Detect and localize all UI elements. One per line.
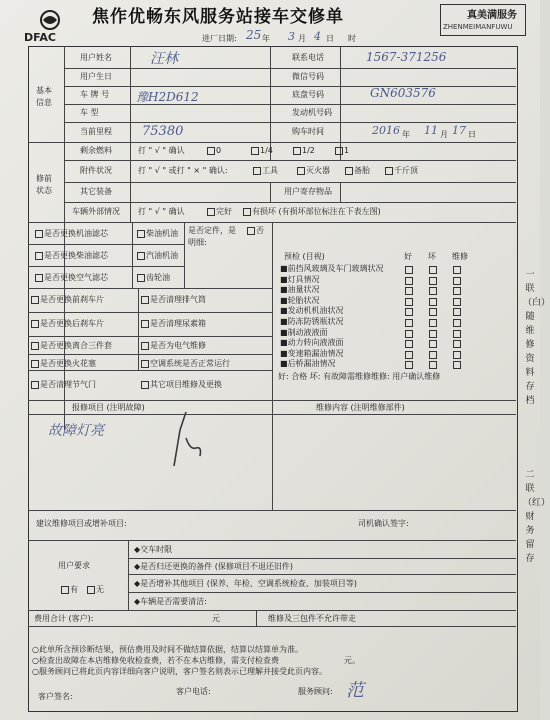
fault-label: 报修项目 (注明故障) [72,403,145,412]
checkbox-icon [207,147,215,155]
check-air-filter[interactable]: 是否更换空气滤芯 [34,273,108,283]
square-bullet-icon: ■ [280,295,288,305]
grid-line [28,312,272,313]
requirement-return-parts: ◆是否归还更换的备件 (保修项目不退还旧件) [134,562,293,571]
checkbox-icon [31,342,39,350]
precheck-good-checkbox[interactable] [405,319,413,327]
precheck-item: ■发动机机油状况 [280,306,344,316]
precheck-col-good: 好 [404,252,412,261]
grid-line [128,574,516,575]
check-electrical[interactable]: 是否为电气维修 [140,341,206,351]
grid-line [64,104,516,105]
cost-label: 费用合计 (客户): [34,614,94,623]
precheck-bad-checkbox[interactable] [429,277,437,285]
purchase-year: 2016 [372,124,400,137]
scheduled-no[interactable]: 否 [246,226,264,236]
grid-line [340,182,341,202]
grid-line [28,510,516,511]
phone-value: 1567-371256 [366,50,447,64]
notice-1: ○此单所含预诊断结果，预估费用及时间不做结算依据，结算以结算单为准。 [32,645,303,654]
precheck-repair-checkbox[interactable] [453,287,461,295]
check-throttle[interactable]: 是否清理节气门 [30,380,96,390]
checkbox-icon [297,167,305,175]
precheck-repair-checkbox[interactable] [453,277,461,285]
precheck-item: ■前挡风玻璃及车门玻璃状况 [280,264,384,273]
engine-label: 发动机号码 [292,108,332,117]
precheck-good-checkbox[interactable] [405,266,413,274]
grid-line [28,244,184,245]
checkbox-icon [141,342,149,350]
grid-line [28,288,272,289]
customer-name-label: 用户姓名 [80,53,112,62]
suggest-label: 建议维修项目或增补项目: [36,519,127,528]
fuel-option-1[interactable]: 1/4 [250,146,273,156]
grid-line [28,370,272,371]
checkbox-icon [87,586,95,594]
check-spark-plug[interactable]: 是否更换火花塞 [30,359,96,369]
date-day-unit: 日 [326,34,334,43]
logo-lettering: DFAC [24,31,56,44]
precheck-title: 预检 (目视) [284,252,325,261]
grid-line [28,626,516,627]
checkbox-icon [293,147,301,155]
precheck-good-checkbox[interactable] [405,361,413,369]
checkbox-icon [207,208,215,216]
precheck-item: ■动力转向液液面 [280,338,344,348]
advisor-value: 范 [346,680,364,701]
square-bullet-icon: ■ [280,264,288,273]
check-front-brake[interactable]: 是否更换前刹车片 [30,295,104,305]
precheck-col-repair: 维修 [452,252,468,261]
check-urea-tank[interactable]: 是否清理尿素箱 [140,319,206,329]
grid-line [28,610,516,611]
check-gasoline-oil[interactable]: 汽油机油 [136,251,178,261]
purchase-day-unit: 日 [468,130,476,139]
requirements-yes[interactable]: 有 [60,585,78,595]
grid-line [132,222,133,288]
brand-cn: 真美满服务 [467,10,517,21]
plate-value: 豫H2D612 [136,90,199,104]
grid-line [272,400,273,510]
fuel-option-3[interactable]: 1 [334,146,349,156]
precheck-repair-checkbox[interactable] [453,266,461,274]
precheck-bad-checkbox[interactable] [429,330,437,338]
precheck-repair-checkbox[interactable] [453,351,461,359]
precheck-item: ■灯具情况 [280,274,320,284]
checkbox-icon [31,320,39,328]
customer-name-value: 汪林 [150,51,178,67]
grid-line [128,540,129,610]
fault-value: 故障灯亮 [48,423,104,439]
grid-line [64,68,516,69]
precheck-item: ■防冻防锈瓶状况 [280,317,344,326]
grid-line [128,558,516,559]
purchase-day: 17 [452,124,466,137]
checkbox-icon [141,360,149,368]
diamond-icon: ◆ [134,597,141,606]
grid-line [28,354,272,355]
circle-icon: ○ [32,667,39,676]
form-title: 焦作优畅东风服务站接车交修单 [92,7,344,27]
notice-2-unit: 元。 [344,656,360,665]
wechat-label: 微信号码 [292,72,324,81]
other-equipment-label: 其它装备 [80,187,112,196]
square-bullet-icon: ■ [280,306,288,316]
model-label: 车 型 [80,108,99,117]
basic-section-label-1: 基本 [36,86,52,95]
date-prefix: 进厂日期: [202,34,237,43]
check-diesel-oil[interactable]: 柴油机油 [136,229,178,239]
check-clutch-kit[interactable]: 是否更换离合三件套 [30,341,112,351]
precheck-bad-checkbox[interactable] [429,298,437,306]
purchase-year-unit: 年 [402,130,410,139]
check-gear-oil[interactable]: 齿轮油 [136,273,170,283]
checkbox-icon [137,252,145,260]
checkbox-icon [31,381,39,389]
accessory-spare-tire[interactable]: 备胎 [344,166,370,176]
fuel-option-0[interactable]: 0 [206,146,221,156]
grid-line [64,202,516,203]
fuel-option-2[interactable]: 1/2 [292,146,315,156]
grid-line [64,182,516,183]
exterior-label: 车辆外部情况 [72,207,120,216]
dfac-logo [20,10,80,44]
checkbox-icon [335,147,343,155]
customer-sign-label: 客户签名: [38,692,73,701]
diamond-icon: ◆ [134,562,141,571]
checkbox-icon [385,167,393,175]
cost-note: 维修及三包件不允许带走 [268,614,356,623]
checkbox-icon [141,381,149,389]
grid-line [272,222,273,430]
copy-note-white: 一联（白）随维修资料存档 [523,270,550,406]
precheck-repair-checkbox[interactable] [453,298,461,306]
exterior-ok[interactable]: 完好 [206,207,232,217]
cost-unit: 元 [212,614,220,623]
precheck-bad-checkbox[interactable] [429,351,437,359]
precheck-repair-checkbox[interactable] [453,330,461,338]
basic-section-label-2: 信息 [36,98,52,107]
grid-line [28,336,272,337]
status-section-label-1: 修前 [36,174,52,183]
precheck-bad-checkbox[interactable] [429,361,437,369]
grid-line [64,122,516,123]
date-year: 25 [246,28,262,42]
precheck-bad-checkbox[interactable] [429,266,437,274]
precheck-footer: 好: 合格 坏: 有故障需维修维修: 用户确认维修 [278,372,441,381]
grid-line [128,592,516,593]
square-bullet-icon: ■ [280,348,288,358]
checkbox-icon [31,360,39,368]
precheck-repair-checkbox[interactable] [453,319,461,327]
precheck-col-bad: 坏 [428,252,436,261]
precheck-bad-checkbox[interactable] [429,287,437,295]
belongings-label: 用户寄存物品 [284,187,332,196]
check-ac[interactable]: 空调系统是否正常运行 [140,359,230,369]
brand-badge [440,4,526,36]
grid-line [138,288,139,370]
precheck-good-checkbox[interactable] [405,340,413,348]
grid-line [64,160,516,161]
accessories-label: 附件状况 [80,166,112,175]
status-section-label-2: 状态 [36,186,52,195]
driver-confirm-label: 司机确认签字: [358,519,409,528]
phone-label: 联系电话 [292,53,324,62]
chassis-label: 底盘号码 [292,90,324,99]
purchase-month: 11 [424,124,438,137]
accessory-jack[interactable]: 千斤顶 [384,166,418,176]
check-rear-brake[interactable]: 是否更换后刹车片 [30,319,104,329]
precheck-item: ■轮胎状况 [280,295,320,305]
purchase-month-unit: 月 [440,130,448,139]
checkbox-icon [35,274,43,282]
fuel-label: 剩余燃料 [80,146,112,155]
exterior-damaged[interactable]: 有损坏 (有损坏部位标注在下表左图) [242,207,381,217]
chassis-value: GN603576 [370,86,436,100]
exterior-text: 打 " √ " 确认 [138,207,185,216]
checkbox-icon [251,147,259,155]
square-bullet-icon: ■ [280,274,288,284]
requirements-label: 用户要求 [58,561,90,570]
square-bullet-icon: ■ [280,285,288,295]
notice-2: ○检查出故障在本店维修免收检查费，若不在本店维修，需支付检查费 [32,656,279,665]
grid-line [184,222,185,288]
content-label: 维修内容 (注明维修部件) [316,403,405,412]
advisor-label: 服务顾问: [298,687,333,696]
grid-line [270,182,271,202]
precheck-item: ■后桥漏油情况 [280,359,336,369]
note-label: 明细: [188,238,207,247]
notice-3: ○服务顾问已将此页内容详细向客户说明，客户签名则表示已理解并接受此页内容。 [32,667,327,676]
precheck-good-checkbox[interactable] [405,277,413,285]
grid-line [28,540,516,541]
handwritten-mark [156,410,226,470]
checkbox-icon [253,167,261,175]
square-bullet-icon: ■ [280,317,288,326]
precheck-bad-checkbox[interactable] [429,319,437,327]
precheck-item: ■油量状况 [280,285,320,295]
precheck-good-checkbox[interactable] [405,298,413,306]
purchase-label: 购车时间 [292,127,324,136]
date-month: 3 [288,30,295,43]
checkbox-icon [35,252,43,260]
customer-phone-label: 客户电话: [176,687,211,696]
scheduled-label: 是否定件，是 [188,226,236,235]
requirements-no[interactable]: 无 [86,585,104,595]
precheck-item: ■制动液液面 [280,327,328,337]
checkbox-icon [137,274,145,282]
checkbox-icon [31,296,39,304]
check-diesel-filter[interactable]: 是否更换柴油滤芯 [34,251,108,261]
precheck-good-checkbox[interactable] [405,351,413,359]
birthday-label: 用户生日 [80,72,112,81]
date-month-unit: 月 [298,34,306,43]
precheck-bad-checkbox[interactable] [429,308,437,316]
accessory-extinguisher[interactable]: 灭火器 [296,166,330,176]
checkbox-icon [247,227,255,235]
requirement-cleaning: ◆车辆是否需要清洁: [134,597,207,606]
diamond-icon: ◆ [134,545,141,554]
precheck-repair-checkbox[interactable] [453,361,461,369]
date-year-unit: 年 [262,34,270,43]
square-bullet-icon: ■ [280,359,288,369]
checkbox-icon [141,320,149,328]
accessories-text: 打 " √ " 或打 " × " 确认: [138,166,228,175]
precheck-good-checkbox[interactable] [405,287,413,295]
circle-icon: ○ [32,656,39,665]
checkbox-icon [345,167,353,175]
precheck-repair-checkbox[interactable] [453,340,461,348]
square-bullet-icon: ■ [280,327,288,337]
date-hour-unit: 时 [348,34,356,43]
requirement-extra-items: ◆是否增补其他项目 (保养、年检、空调系统检查、加装项目等) [134,579,357,588]
copy-note-red: 二联（红）财务留存 [523,470,550,564]
mileage-label: 当前里程 [80,127,112,136]
square-bullet-icon: ■ [280,338,288,348]
check-exhaust[interactable]: 是否清理排气筒 [140,295,206,305]
accessory-tools[interactable]: 工具 [252,166,278,176]
checkbox-icon [35,230,43,238]
check-other[interactable]: 其它项目维修及更换 [140,380,222,390]
checkbox-icon [141,296,149,304]
checkbox-icon [61,586,69,594]
precheck-item: ■变速箱漏油情况 [280,348,344,358]
checkbox-icon [243,208,251,216]
precheck-good-checkbox[interactable] [405,308,413,316]
requirement-delivery: ◆交车时限 [134,545,173,554]
grid-line [64,86,516,87]
date-day: 4 [314,30,321,43]
diamond-icon: ◆ [134,579,141,588]
mileage-value: 75380 [142,124,184,139]
plate-label: 车 牌 号 [80,90,110,99]
checkbox-icon [137,230,145,238]
circle-icon: ○ [32,645,39,654]
precheck-repair-checkbox[interactable] [453,308,461,316]
brand-en: ZHENMEIMANFUWU [443,23,513,31]
grid-line [130,46,131,222]
grid-line [28,142,516,143]
precheck-bad-checkbox[interactable] [429,340,437,348]
fuel-text: 打 " √ " 确认 [138,146,185,155]
grid-line [28,266,184,267]
check-oil-filter[interactable]: 是否更换机油滤芯 [34,229,108,239]
grid-line [256,610,257,626]
precheck-good-checkbox[interactable] [405,330,413,338]
